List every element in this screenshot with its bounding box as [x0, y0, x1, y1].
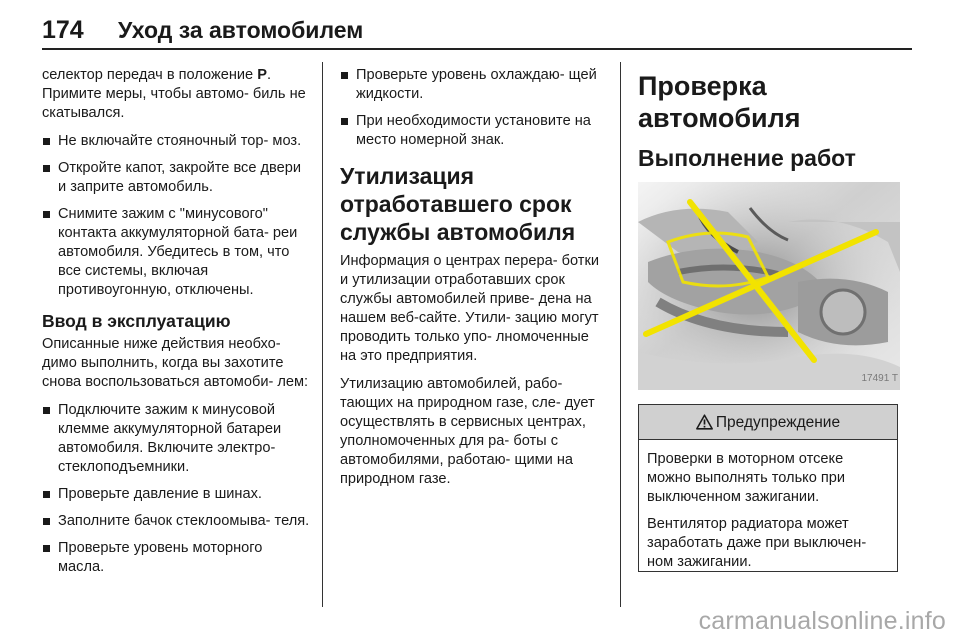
warning-box: [638, 404, 898, 572]
section-heading-disposal: Утилизация отработавшего срок службы автомобиля: [340, 163, 576, 245]
warning-body: [639, 440, 897, 572]
continued-steps-list: [340, 66, 608, 150]
warning-paragraph: Проверки в моторном отсеке можно выполнять только при выключенном зажигании.: [647, 451, 846, 505]
list-item: Проверьте уровень моторного масла.: [42, 539, 310, 577]
list-item: При необходимости установите на место номерной знак.: [340, 112, 608, 150]
section-heading-recommission: Ввод в эксплуатацию: [42, 311, 231, 331]
storage-steps-list: [42, 132, 310, 300]
disposal-paragraph: Информация о центрах перера- ботки и утилизации отработавших срок службы автомобилей приве- дена на нашем веб-сайте. Утили- зацию могут проводить только упо- лномоченные на это предприятия.: [340, 253, 599, 364]
list-item: Снимите зажим с "минусового" контакта аккумуляторной бата- реи автомобиля. Убедитесь в том, что все системы, включая противоугонную, отключены.: [42, 205, 310, 300]
engine-bay-figure: [638, 182, 900, 390]
column-middle: [340, 66, 608, 498]
figure-number: 17491 T: [861, 373, 898, 384]
list-item: Подключите зажим к минусовой клемме аккумуляторной батареи автомобиля. Включите электро- стеклоподъемники.: [42, 401, 310, 477]
recommission-paragraph: Описанные ниже действия необхо- димо выполнить, когда вы захотите снова воспользоваться автомоби- лем:: [42, 336, 309, 390]
recommission-steps-list: [42, 401, 310, 577]
page-header: [42, 14, 912, 50]
warning-title: Предупреждение: [715, 413, 841, 431]
subheading-works: Выполнение работ: [638, 145, 856, 171]
list-item: Проверьте давление в шинах.: [42, 485, 310, 504]
section-heading-vehicle-check: Проверка автомобиля: [638, 71, 801, 133]
warning-triangle-icon: [696, 414, 713, 430]
list-item: Заполните бачок стеклоомыва- теля.: [42, 512, 310, 531]
section-title: Уход за автомобилем: [118, 17, 364, 43]
column-divider: [322, 62, 323, 607]
intro-paragraph: селектор передач в положение P. Примите меры, чтобы автомо- биль не скатывался.: [42, 67, 306, 121]
column-divider: [620, 62, 621, 607]
column-right: [638, 66, 900, 572]
column-left: [42, 66, 310, 585]
list-item: Не включайте стояночный тор- моз.: [42, 132, 310, 151]
list-item: Проверьте уровень охлаждаю- щей жидкости.: [340, 66, 608, 104]
engine-bay-photo: [638, 182, 900, 390]
warning-paragraph: Вентилятор радиатора может заработать даже при выключен- ном зажигании.: [647, 516, 867, 570]
watermark: carmanualsonline.info: [698, 607, 946, 635]
list-item: Откройте капот, закройте все двери и заприте автомобиль.: [42, 159, 310, 197]
warning-header: [639, 405, 897, 440]
page-number: 174: [42, 16, 84, 44]
disposal-paragraph: Утилизацию автомобилей, рабо- тающих на природном газе, сле- дует осуществлять в сервисных центрах, уполномоченных для ра- боты с автомобилями, работаю- щими на природном газе.: [340, 376, 595, 487]
